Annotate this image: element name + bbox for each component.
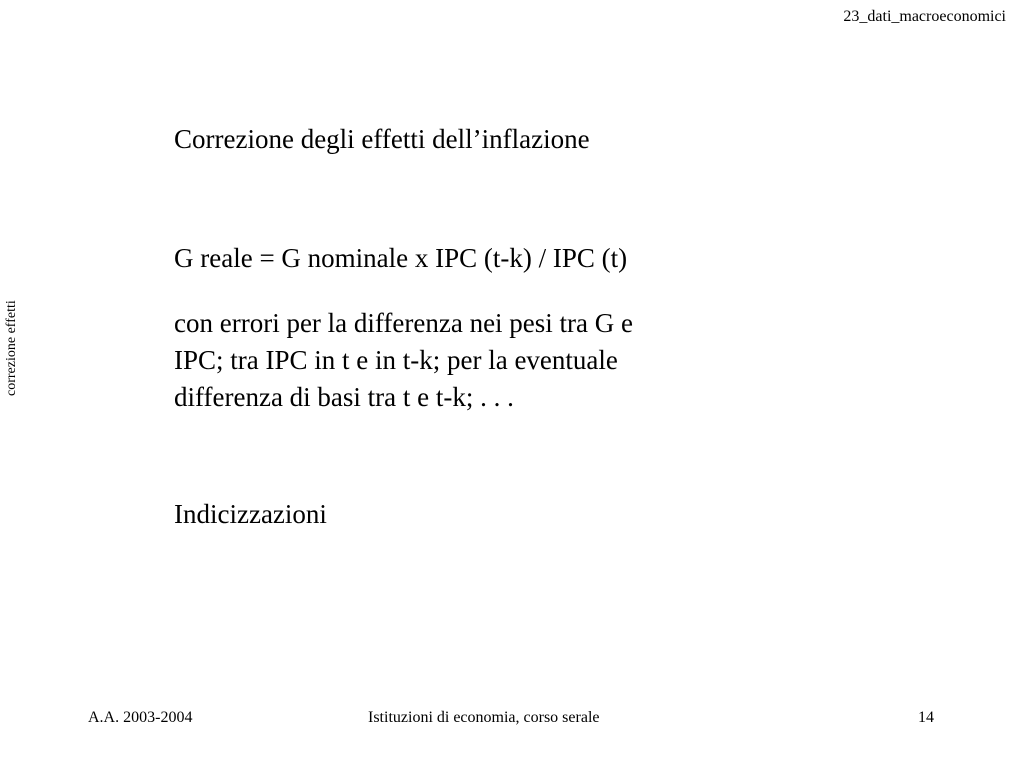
indicizzazioni-item: Indicizzazioni	[174, 499, 327, 529]
footer-academic-year: A.A. 2003-2004	[88, 709, 193, 726]
errors-paragraph	[174, 305, 774, 416]
header-file-label: 23_dati_macroeconomici	[843, 8, 1006, 25]
footer-page-number: 14	[918, 709, 934, 726]
footer-course-title: Istituzioni di economia, corso serale	[368, 709, 600, 726]
inflation-correction-formula: G reale = G nominale x IPC (t-k) / IPC (t)	[174, 243, 628, 273]
slide-title: Correzione degli effetti dell’inflazione	[174, 124, 590, 154]
paragraph-line-3: differenza di basi tra t e t-k; . . .	[174, 382, 514, 412]
paragraph-line-1: con errori per la differenza nei pesi tra G e	[174, 308, 634, 338]
paragraph-line-2: IPC; tra IPC in t e in t-k; per la eventuale	[174, 345, 618, 375]
side-section-label: correzione effetti	[4, 300, 19, 396]
